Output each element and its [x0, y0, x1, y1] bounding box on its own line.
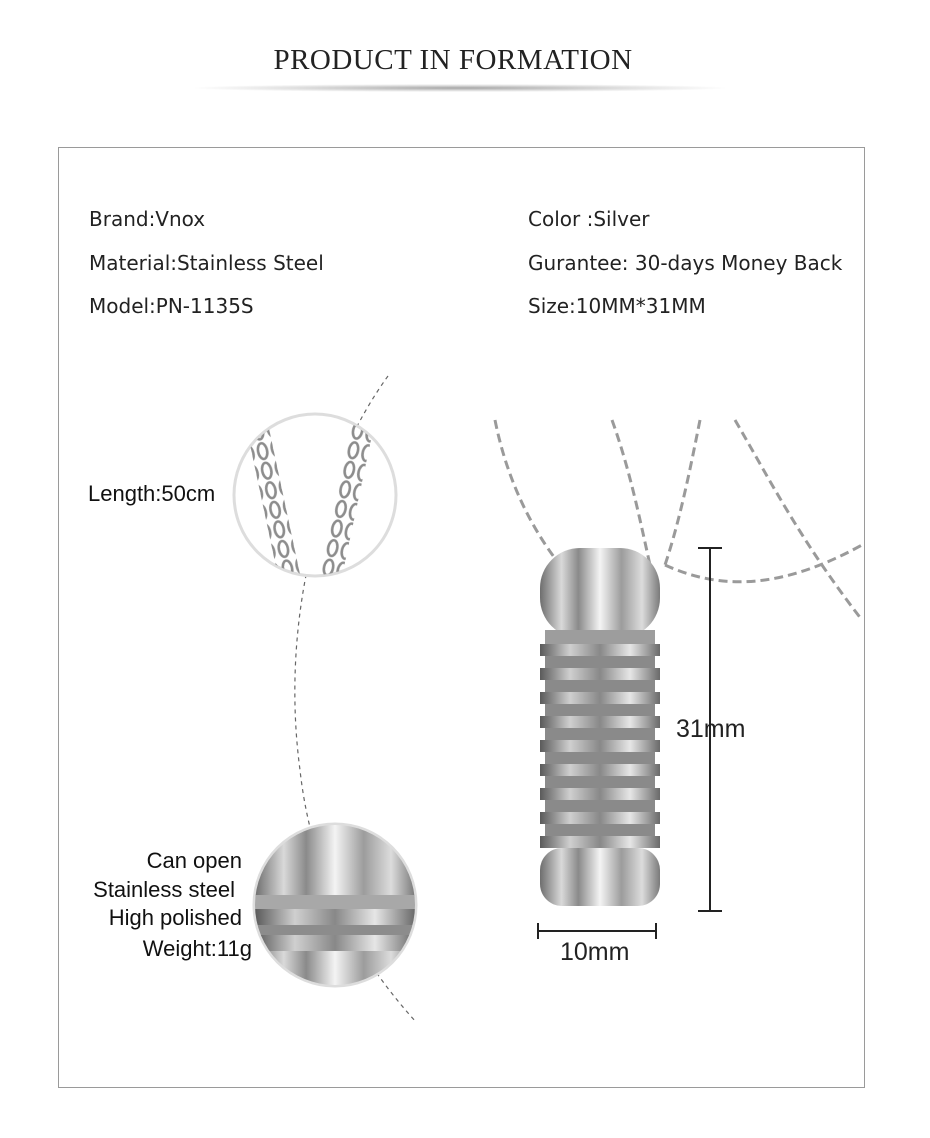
spec-model: Model:PN-1135S: [89, 294, 254, 318]
width-dimension-label: 10mm: [560, 938, 630, 966]
feature-weight: Weight:11g: [142, 936, 252, 961]
spec-material: Material:Stainless Steel: [89, 251, 324, 275]
page-title: PRODUCT IN FORMATION: [273, 44, 633, 76]
length-callout: Length:50cm: [88, 481, 216, 506]
pendant-top-detail-circle: [254, 820, 416, 991]
chain-detail-circle: [234, 414, 396, 581]
height-dimension-label: 31mm: [676, 715, 746, 743]
pendant: [540, 548, 660, 906]
feature-can-open: Can open: [146, 848, 242, 873]
spec-color: Color :Silver: [528, 207, 650, 231]
feature-stainless-steel: Stainless steel: [93, 877, 235, 902]
spec-size: Size:10MM*31MM: [528, 294, 706, 318]
spec-brand: Brand:Vnox: [89, 207, 206, 231]
spec-guarantee: Gurantee: 30-days Money Back: [528, 251, 843, 275]
feature-high-polished: High polished: [108, 905, 242, 930]
